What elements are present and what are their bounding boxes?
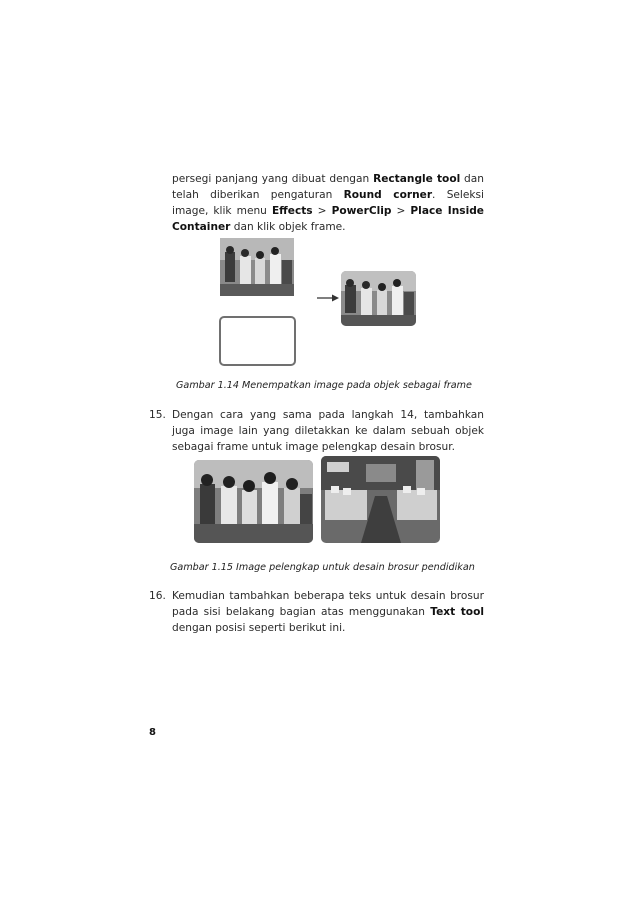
- step-15-text: Dengan cara yang sama pada langkah 14, tambahkan juga image lain yang diletakkan ke dalam sebuah objek sebagai frame untuk image pelengkap desain brosur.: [172, 409, 484, 453]
- intro-paragraph: [172, 171, 484, 235]
- students-photo-large: [194, 460, 313, 543]
- students-photo-small: [220, 238, 294, 296]
- page-number: 8: [149, 727, 156, 738]
- source-photo: [220, 238, 294, 296]
- step-16-number: 16.: [149, 590, 166, 602]
- result-photo-in-frame: [341, 271, 416, 326]
- students-photo-framed: [341, 271, 416, 326]
- arrow-right-icon: [317, 293, 339, 303]
- step-16-text: [172, 588, 484, 636]
- rectangle-tool-term: Rectangle tool: [373, 173, 461, 185]
- step-15-number: 15.: [149, 409, 166, 421]
- intro-text-4: >: [312, 205, 332, 217]
- figure-1-14: [210, 232, 420, 372]
- powerclip-menu-term: PowerClip: [331, 205, 392, 217]
- figure-1-14-caption: Gambar 1.14 Menempatkan image pada objek sebagai frame: [176, 380, 472, 391]
- step-16-text-1: Kemudian tambahkan beberapa teks untuk desain brosur pada sisi belakang bagian atas menggunakan: [172, 590, 484, 618]
- figure-1-15-caption: Gambar 1.15 Image pelengkap untuk desain brosur pendidikan: [170, 562, 475, 573]
- intro-text-6: dan klik objek frame.: [230, 221, 346, 233]
- intro-text-3: . Seleksi image, klik menu: [172, 189, 484, 217]
- intro-text-1: persegi panjang yang dibuat dengan: [172, 173, 374, 185]
- computer-lab-photo: [321, 456, 440, 543]
- step-16-text-2: dengan posisi seperti berikut ini.: [172, 622, 346, 634]
- round-corner-term: Round corner: [343, 189, 433, 201]
- place-inside-container-term: Place Inside Container: [172, 205, 484, 233]
- rounded-frame: [219, 316, 296, 366]
- intro-text-5: >: [391, 205, 411, 217]
- text-tool-term: Text tool: [430, 606, 484, 618]
- effects-menu-term: Effects: [271, 205, 313, 217]
- intro-text-2: dan telah diberikan pengaturan: [172, 173, 484, 201]
- computer-lab-image: [321, 456, 440, 543]
- students-group-photo: [194, 460, 313, 543]
